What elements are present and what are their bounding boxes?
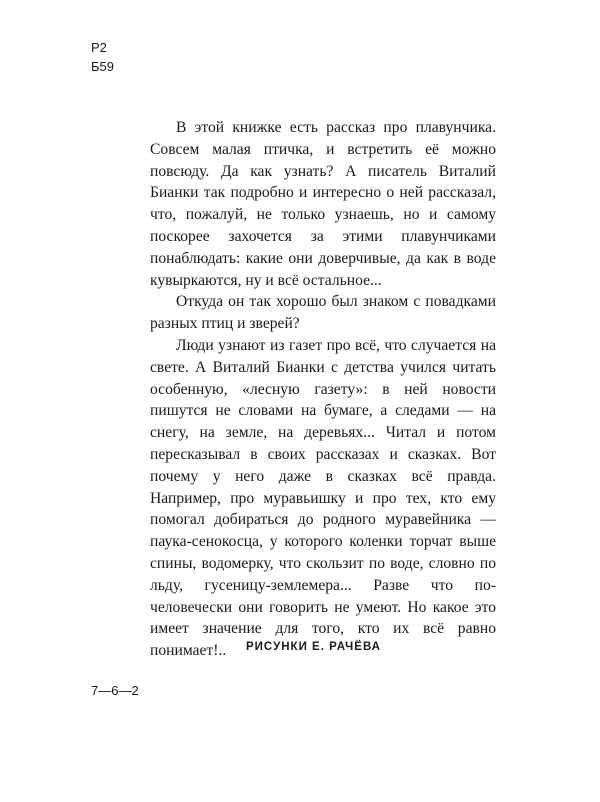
paragraph-3: Люди узнают из газет про всё, что случается на свете. А Виталий Бианки с детства учился читать особенную, «лесную газету»: в ней новости пишутся не словами на бумаге, а следами — на снегу, на земле, на деревьях... Читал и потом пересказывал в своих рассказах и сказках. Вот почему у него даже в сказках всё правда. Например, про муравьишку и про тех, кто ему помогал добираться до родного муравейника — паука-сенокосца, у которого коленки торчат выше спины, водомерку, что скользит по воде, словно по льду, гусеницу-землемера... Разве что по-человечески они говорить не умеют. Но какое это имеет значение для того, кто их всё равно понимает!.. (150, 336, 496, 660)
library-classification (91, 38, 114, 76)
classification-code: Р2 (91, 40, 107, 55)
annotation-text (150, 117, 496, 662)
publisher-code: 7—6—2 (91, 683, 139, 698)
paragraph-2: Откуда он так хорошо был знаком с повадками разных птиц и зверей? (150, 293, 496, 333)
illustrator-credit: РИСУНКИ Е. РАЧЁВА (246, 641, 381, 653)
author-mark: Б59 (91, 59, 114, 74)
paragraph-1: В этой книжке есть рассказ про плавунчика. Совсем малая птичка, и встретить её можно повсюду. Да как узнать? А писатель Виталий Бианки так подробно и интересно о ней рассказал, что, пожалуй, не только узнаешь, но и самому поскорее захочется за этими плавунчиками понаблюдать: какие они доверчивые, да как в воде кувыркаются, ну и всё остальное... (150, 119, 496, 289)
